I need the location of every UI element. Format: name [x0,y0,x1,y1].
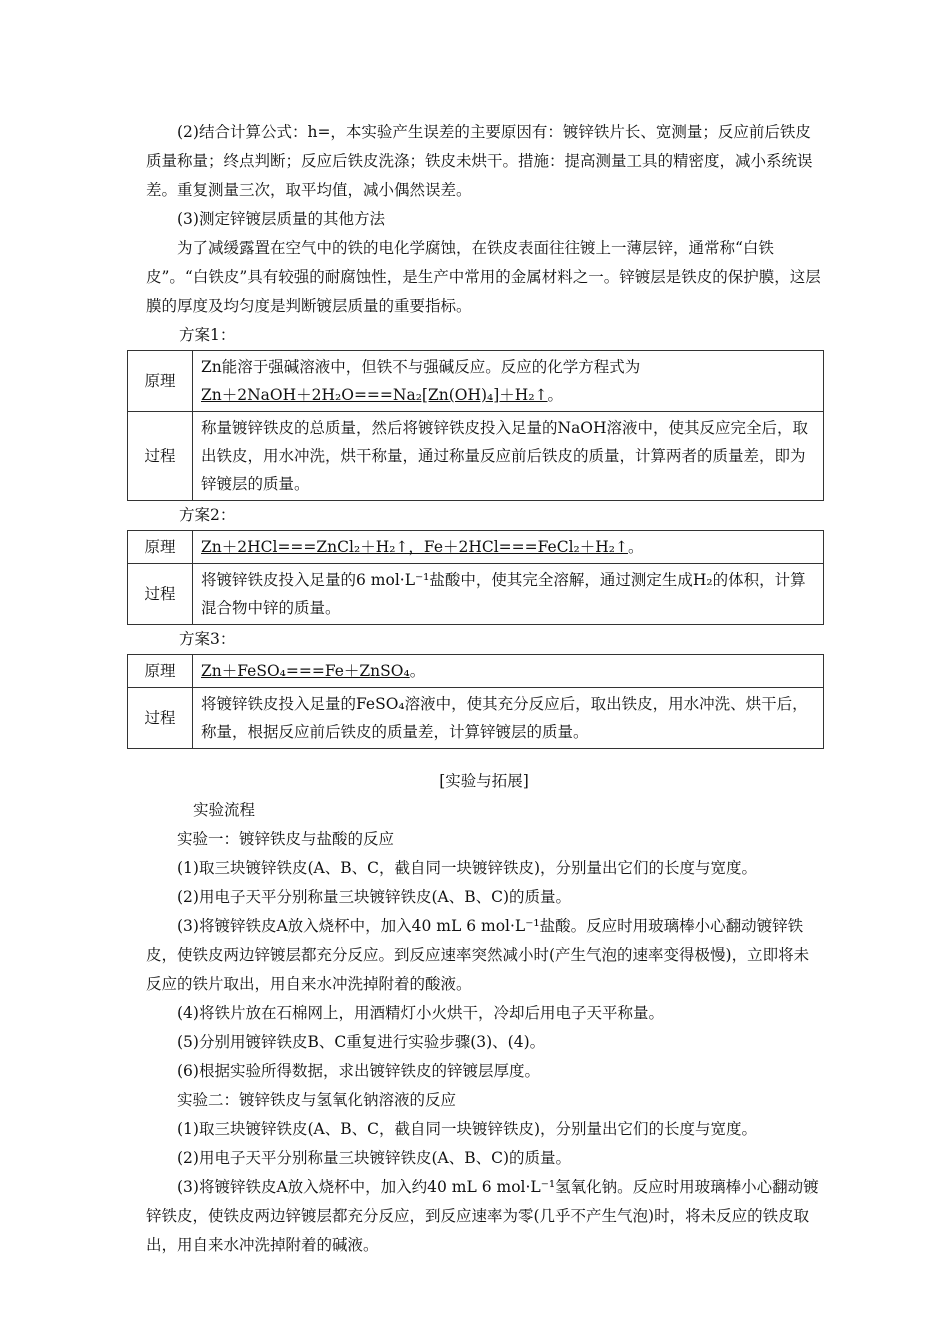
scheme-3-table [127,654,824,749]
principle-equation: Zn＋FeSO₄===Fe＋ZnSO₄ [201,662,410,680]
scheme-1-table [127,350,824,501]
section-heading: [实验与拓展] [439,772,529,790]
principle-label: 原理 [128,351,193,412]
table-row [128,655,824,688]
experiment-1-title: 实验一：镀锌铁皮与盐酸的反应 [177,830,395,848]
principle-label: 原理 [128,655,193,688]
scheme-2-title: 方案2： [179,506,236,524]
table-row [128,531,824,564]
table-row [128,351,824,412]
process-label: 过程 [128,412,193,501]
process-label: 过程 [128,564,193,625]
scheme-3-title: 方案3： [179,630,236,648]
list-item: (6)根据实验所得数据，求出镀锌铁皮的锌镀层厚度。 [177,1062,540,1080]
principle-label: 原理 [128,531,193,564]
principle-equation: Zn＋2NaOH＋2H₂O===Na₂[Zn(OH)₄]＋H₂↑ [201,386,548,404]
principle-equation: Zn＋2HCl===ZnCl₂＋H₂↑，Fe＋2HCl===FeCl₂＋H₂↑ [201,538,628,556]
process-text: 将镀锌铁皮投入足量的6 mol·L⁻¹盐酸中，使其完全溶解，通过测定生成H₂的体积，计算混合物中锌的质量。 [193,564,824,625]
list-item: (2)用电子天平分别称量三块镀锌铁皮(A、B、C)的质量。 [177,1149,571,1167]
principle-end: 。 [547,386,564,404]
process-text: 称量镀锌铁皮的总质量，然后将镀锌铁皮投入足量的NaOH溶液中，使其反应完全后，取出铁皮，用水冲洗，烘干称量，通过称量反应前后铁皮的质量，计算两者的质量差，即为锌镀层的质量。 [193,412,824,501]
principle-cell [193,655,824,688]
principle-text: Zn能溶于强碱溶液中，但铁不与强碱反应。反应的化学方程式为 [201,358,641,376]
scheme-2-table [127,530,824,625]
list-item: (3)将镀锌铁皮A放入烧杯中，加入40 mL 6 mol·L⁻¹盐酸。反应时用玻璃棒小心翻动镀锌铁皮，使铁皮两边锌镀层都充分反应。到反应速率突然减小时(产生气泡的速率变得极慢)，立即将未反应的铁片取出，用自来水冲洗掉附着的酸液。 [146,917,810,993]
list-item: (5)分别用镀锌铁皮B、C重复进行实验步骤(3)、(4)。 [177,1033,546,1051]
paragraph-other-methods-heading: (3)测定锌镀层质量的其他方法 [177,210,385,228]
list-item: (4)将铁片放在石棉网上，用酒精灯小火烘干，冷却后用电子天平称量。 [177,1004,664,1022]
list-item: (1)取三块镀锌铁皮(A、B、C，截自同一块镀锌铁皮)，分别量出它们的长度与宽度。 [177,859,757,877]
principle-cell [193,531,824,564]
principle-end: 。 [409,662,426,680]
scheme-1-title: 方案1： [179,326,236,344]
process-label: 过程 [128,688,193,749]
list-item: (3)将镀锌铁皮A放入烧杯中，加入约40 mL 6 mol·L⁻¹氢氧化钠。反应时用玻璃棒小心翻动镀锌铁皮，使铁皮两边锌镀层都充分反应，到反应速率为零(几乎不产生气泡)时，将未反应的铁皮取出，用自来水冲洗掉附着的碱液。 [146,1178,819,1254]
experiment-flow-heading: 实验流程 [193,801,256,819]
principle-end: 。 [627,538,644,556]
document-page [146,118,822,1260]
list-item: (2)用电子天平分别称量三块镀锌铁皮(A、B、C)的质量。 [177,888,571,906]
experiment-2-title: 实验二：镀锌铁皮与氢氧化钠溶液的反应 [177,1091,457,1109]
principle-cell [193,351,824,412]
table-row [128,688,824,749]
table-row [128,564,824,625]
principle-equation-line [201,381,815,409]
list-item: (1)取三块镀锌铁皮(A、B、C，截自同一块镀锌铁皮)，分别量出它们的长度与宽度。 [177,1120,757,1138]
paragraph-error-analysis: (2)结合计算公式：h=，本实验产生误差的主要原因有：镀锌铁片长、宽测量；反应前后铁皮质量称量；终点判断；反应后铁皮洗涤；铁皮未烘干。措施：提高测量工具的精密度，减小系统误差。重复测量三次，取平均值，减小偶然误差。 [146,123,813,199]
process-text: 将镀锌铁皮投入足量的FeSO₄溶液中，使其充分反应后，取出铁皮，用水冲洗、烘干后，称量，根据反应前后铁皮的质量差，计算锌镀层的质量。 [193,688,824,749]
paragraph-white-iron-intro: 为了减缓露置在空气中的铁的电化学腐蚀，在铁皮表面往往镀上一薄层锌，通常称“白铁皮”。“白铁皮”具有较强的耐腐蚀性，是生产中常用的金属材料之一。锌镀层是铁皮的保护膜，这层膜的厚度及均匀度是判断镀层质量的重要指标。 [146,239,821,315]
table-row [128,412,824,501]
